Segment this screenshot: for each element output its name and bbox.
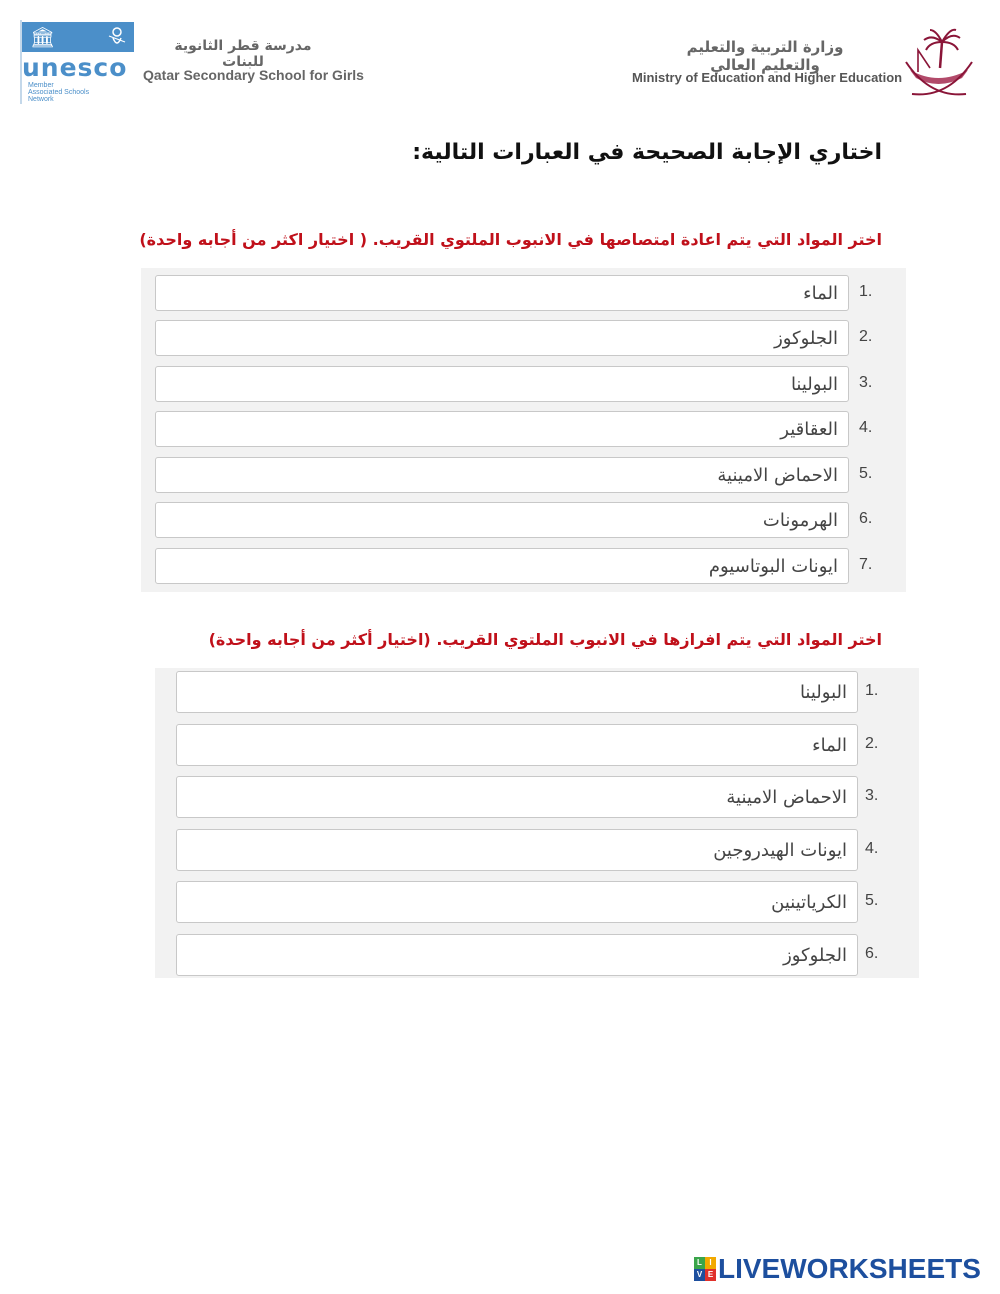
page-title: اختاري الإجابة الصحيحة في العبارات التالية: <box>412 140 882 165</box>
option-box[interactable]: البولينا <box>176 671 858 713</box>
option-item[interactable] <box>141 410 906 448</box>
mark-letter: L <box>694 1257 705 1269</box>
option-number: 2. <box>865 735 879 752</box>
option-number: 4. <box>859 419 873 436</box>
question-2-options <box>155 668 919 978</box>
option-number: 1. <box>865 682 879 699</box>
option-item[interactable] <box>141 456 906 494</box>
unesco-sub-line: Member <box>28 82 54 89</box>
option-number: 3. <box>859 374 873 391</box>
option-box[interactable]: الماء <box>176 724 858 766</box>
option-item[interactable] <box>155 775 919 819</box>
option-box[interactable]: الكرياتينين <box>176 881 858 923</box>
option-number: 3. <box>865 787 879 804</box>
question-1-title: اختر المواد التي يتم اعادة امتصاصها في الانبوب الملتوي القريب. ( اختيار اكثر من أجابه واحدة) <box>139 230 882 249</box>
option-item[interactable] <box>141 365 906 403</box>
option-item[interactable] <box>141 547 906 585</box>
liveworksheets-mark-icon <box>694 1257 716 1281</box>
liveworksheets-text: LIVEWORKSHEETS <box>718 1253 981 1284</box>
option-item[interactable] <box>141 274 906 312</box>
school-name-english: Qatar Secondary School for Girls <box>143 67 364 83</box>
temple-icon: 🏛 <box>30 25 56 49</box>
ministry-name-arabic: وزارة التربية والتعليم والتعليم العالي <box>686 38 844 74</box>
school-name-arabic: مدرسة قطر الثانوية للبنات <box>174 38 312 70</box>
option-item[interactable] <box>155 670 919 714</box>
mark-letter: V <box>694 1269 705 1281</box>
option-box[interactable]: العقاقير <box>155 411 849 447</box>
option-number: 5. <box>865 892 879 909</box>
option-box[interactable]: الماء <box>155 275 849 311</box>
mark-letter: I <box>705 1257 716 1269</box>
option-box[interactable]: البولينا <box>155 366 849 402</box>
unesco-subtitle <box>28 82 138 103</box>
mascot-icon <box>104 26 130 48</box>
option-box[interactable]: الاحماض الامينية <box>155 457 849 493</box>
option-item[interactable] <box>155 933 919 977</box>
option-box[interactable]: الجلوكوز <box>155 320 849 356</box>
option-number: 5. <box>859 465 873 482</box>
ministry-name-english: Ministry of Education and Higher Education <box>632 70 903 85</box>
option-item[interactable] <box>155 880 919 924</box>
option-number: 1. <box>859 283 873 300</box>
option-number: 6. <box>859 510 873 527</box>
qatar-emblem-icon <box>900 28 978 100</box>
option-box[interactable]: ايونات الهيدروجين <box>176 829 858 871</box>
option-item[interactable] <box>155 723 919 767</box>
option-number: 7. <box>859 556 873 573</box>
liveworksheets-logo[interactable] <box>694 1254 981 1284</box>
unesco-word: unesco <box>22 53 128 82</box>
question-2-title: اختر المواد التي يتم افرازها في الانبوب الملتوي القريب. (اختيار أكثر من أجابه واحدة) <box>208 630 882 649</box>
option-number: 4. <box>865 840 879 857</box>
mark-letter: E <box>705 1269 716 1281</box>
option-box[interactable]: الجلوكوز <box>176 934 858 976</box>
option-item[interactable] <box>155 828 919 872</box>
option-number: 2. <box>859 328 873 345</box>
unesco-logo <box>20 20 136 104</box>
option-box[interactable]: الاحماض الامينية <box>176 776 858 818</box>
option-item[interactable] <box>141 501 906 539</box>
unesco-sub-line: Network <box>28 96 54 103</box>
option-item[interactable] <box>141 319 906 357</box>
unesco-sub-line: Associated Schools <box>28 89 90 96</box>
question-1-options <box>141 268 906 592</box>
option-box[interactable]: الهرمونات <box>155 502 849 538</box>
option-box[interactable]: ايونات البوتاسيوم <box>155 548 849 584</box>
option-number: 6. <box>865 945 879 962</box>
